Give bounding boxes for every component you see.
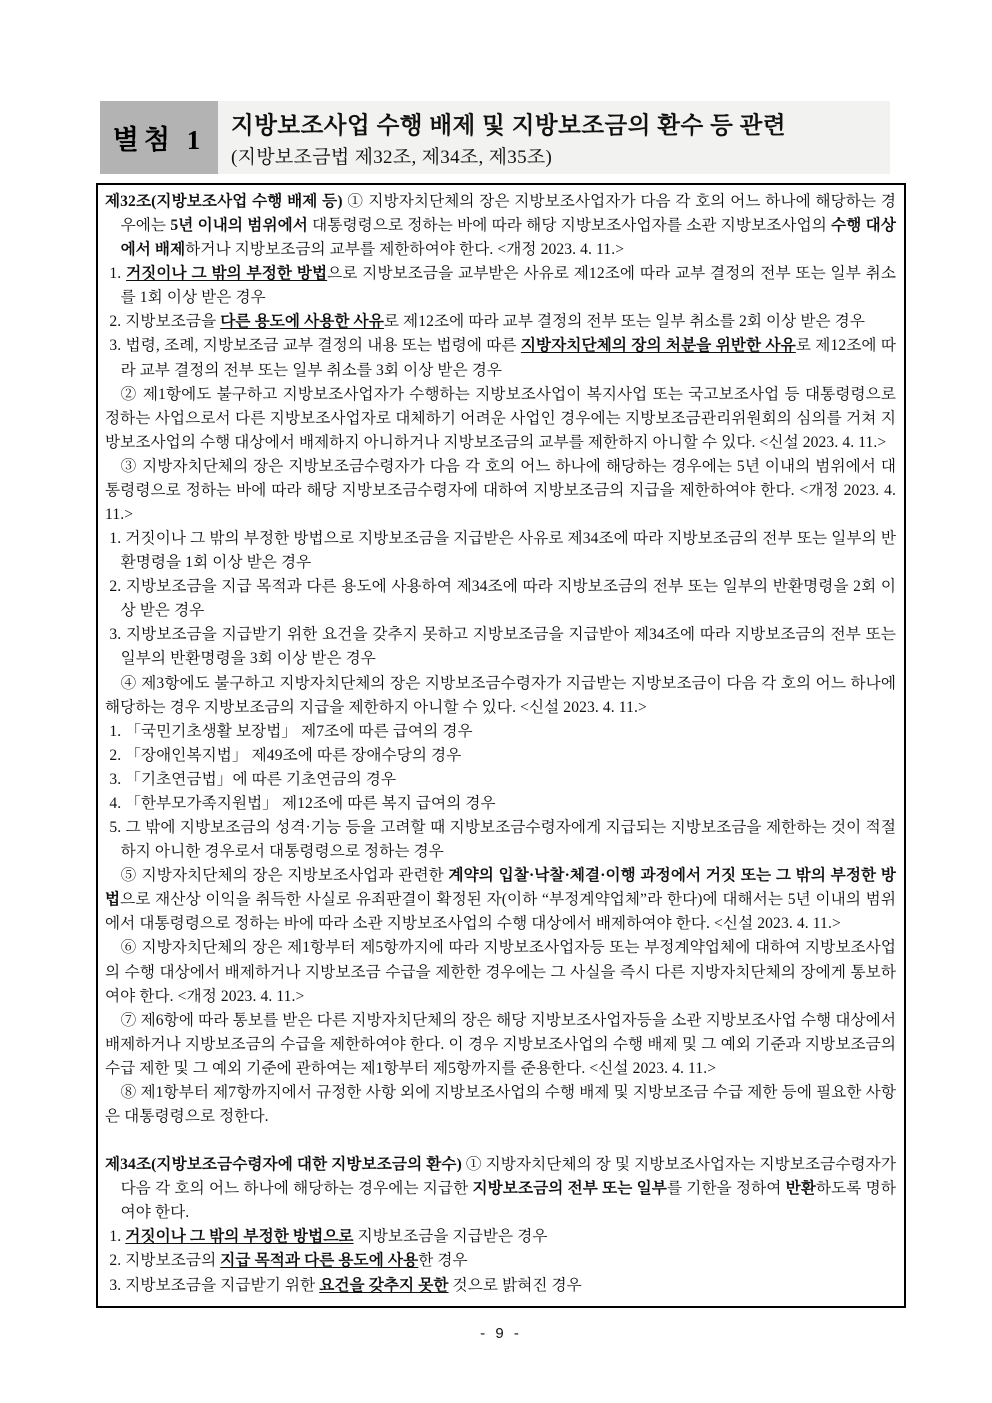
text-run: 로 제12조에 따라 교부 결정의 전부 또는 일부 취소를 3회 이상 받은 경우: [120, 337, 897, 379]
text-run: ① 지방자치단체의 장은 지방보조사업자가 다음 각 호의 어느 하나에 해당하는 경우에는: [120, 193, 896, 235]
text-run: 3. 법령, 조례, 지방보조금 교부 결정의 내용 또는 법령에 따른: [109, 337, 521, 355]
legal-item: [105, 623, 896, 671]
text-run: 하도록 명하여야 한다.: [120, 1180, 896, 1222]
text-run: 로 제12조에 따라 교부 결정의 전부 또는 일부 취소를 2회 이상 받은 경우: [383, 313, 865, 331]
legal-item: [105, 334, 896, 382]
text-run: 3. 지방보조금을 지급받기 위한: [109, 1276, 320, 1294]
text-run: 2. 지방보조금의: [109, 1252, 221, 1270]
legal-paragraph: [105, 1153, 896, 1225]
text-run: 1.: [109, 1228, 126, 1246]
document-subtitle: (지방보조금법 제32조, 제34조, 제35조): [231, 147, 553, 168]
legal-item: [105, 1274, 896, 1298]
text-run: ⑤ 지방자치단체의 장은 지방보조사업과 관련한: [120, 867, 449, 885]
page-number: - 9 -: [480, 1324, 522, 1342]
text-run: 2. 지방보조금을 지급 목적과 다른 용도에 사용하여 제34조에 따라 지방보조금의 전부 또는 일부의 반환명령을 2회 이상 받은 경우: [109, 578, 896, 620]
text-run: 한 경우: [418, 1252, 468, 1270]
legal-item: [105, 744, 896, 768]
text-run: ① 지방자치단체의 장 및 지방보조사업자는 지방보조금수령자가 다음 각 호의 어느 하나에 해당하는 경우에는 지급한: [120, 1156, 896, 1198]
text-run: 제34조(지방보조금수령자에 대한 지방보조금의 환수): [105, 1156, 466, 1174]
text-run: 를 기한을 정하여: [666, 1180, 786, 1198]
legal-item: [105, 720, 896, 744]
text-run: 수행 대상에서 배제: [120, 217, 896, 259]
text-run: 하거나 지방보조금의 교부를 제한하여야 한다. <개정 2023. 4. 11.>: [185, 241, 625, 259]
text-run: 요건을 갖추지 못한: [319, 1276, 449, 1294]
text-run: 으로 지방보조금을 교부받은 사유로 제12조에 따라 교부 결정의 전부 또는 일부 취소를 1회 이상 받은 경우: [120, 265, 896, 307]
text-run: 지방자치단체의 장의 처분을 위반한 사유: [520, 337, 796, 355]
text-run: 것으로 밝혀진 경우: [448, 1276, 582, 1294]
text-run: 대통령령으로 정하는 바에 따라 해당 지방보조사업자를 소관 지방보조사업의: [307, 217, 832, 235]
text-run: ③ 지방자치단체의 장은 지방보조금수령자가 다음 각 호의 어느 하나에 해당하는 경우에는 5년 이내의 범위에서 대통령령으로 정하는 바에 따라 해당 지방보조금수령자에 대하여 지방보조금의 지급을 제한하여야 한다. <개정 2023. 4. 11.>: [105, 457, 896, 524]
text-run: 2. 지방보조금을: [109, 313, 221, 331]
text-run: 거짓이나 그 밖의 부정한 방법으로: [125, 1228, 354, 1246]
text-run: 3. 지방보조금을 지급받기 위한 요건을 갖추지 못하고 지방보조금을 지급받아 제34조에 따라 지방보조금의 전부 또는 일부의 반환명령을 3회 이상 받은 경우: [109, 626, 896, 668]
text-run: 4. 「한부모가족지원법」 제12조에 따른 복지 급여의 경우: [109, 794, 496, 812]
legal-paragraph: [105, 864, 896, 936]
legal-item: [105, 1225, 896, 1249]
text-run: 반환: [785, 1180, 816, 1198]
text-run: ② 제1항에도 불구하고 지방보조사업자가 수행하는 지방보조사업이 복지사업 또는 국고보조사업 등 대통령령으로 정하는 사업으로서 다른 지방보조사업자로 대체하기 어려운 사업인 경우에는 지방보조금관리위원회의 심의를 거쳐 지방보조사업의 수행 대상에서 배제하지 아니하거나 지방보조금의 교부를 제한하지 아니할 수 있다. <신설 2023. 4. 11.>: [105, 385, 896, 451]
text-run: 5. 그 밖에 지방보조금의 성격·기능 등을 고려할 때 지방보조금수령자에게 지급되는 지방보조금을 제한하는 것이 적절하지 아니한 경우로서 대통령령으로 정하는 경우: [109, 819, 896, 861]
text-run: 계약의 입찰·낙찰·체결·이행 과정에서 거짓 또는 그 밖의 부정한 방법: [105, 867, 896, 909]
text-run: 1. 거짓이나 그 밖의 부정한 방법으로 지방보조금을 지급받은 사유로 제34조에 따라 지방보조금의 전부 또는 일부의 반환명령을 1회 이상 받은 경우: [109, 530, 896, 572]
text-run: 지방보조금의 전부 또는 일부: [472, 1180, 667, 1198]
document-title: 지방보조사업 수행 배제 및 지방보조금의 환수 등 관련: [231, 113, 787, 139]
attachment-label: 별첨 1: [100, 101, 218, 174]
text-run: 으로 재산상 이익을 취득한 사실로 유죄판결이 확정된 자(이하 “부정계약업체”라 한다)에 대해서는 5년 이내의 범위에서 대통령령으로 정하는 바에 따라 소관 지방보조사업의 수행 대상에서 배제하여야 한다. <신설 2023. 4. 11.>: [105, 891, 896, 933]
legal-text-box: [96, 183, 906, 1308]
text-run: 2. 「장애인복지법」 제49조에 따른 장애수당의 경우: [109, 746, 462, 764]
legal-paragraph: [105, 1009, 896, 1081]
header-title-block: [218, 101, 890, 174]
text-run: 3. 「기초연금법」에 따른 기초연금의 경우: [109, 770, 397, 788]
legal-item: [105, 768, 896, 792]
text-run: ⑧ 제1항부터 제7항까지에서 규정한 사항 외에 지방보조사업의 수행 배제 및 지방보조금 수급 제한 등에 필요한 사항은 대통령령으로 정한다.: [105, 1083, 896, 1125]
text-run: 1.: [109, 265, 127, 283]
text-run: ⑥ 지방자치단체의 장은 제1항부터 제5항까지에 따라 지방보조사업자등 또는 부정계약업체에 대하여 지방보조사업의 수행 대상에서 배제하거나 지방보조금 수급을 제한한 경우에는 그 사실을 즉시 다른 지방자치단체의 장에게 통보하여야 한다. <개정 2023. 4. 11.>: [105, 939, 896, 1005]
text-run: 지방보조금을 지급받은 경우: [353, 1228, 548, 1246]
text-run: 1. 「국민기초생활 보장법」 제7조에 따른 급여의 경우: [109, 722, 473, 740]
legal-item: [105, 310, 896, 334]
text-run: 지급 목적과 다른 용도에 사용: [220, 1252, 419, 1270]
text-run: ⑦ 제6항에 따라 통보를 받은 다른 지방자치단체의 장은 해당 지방보조사업자등을 소관 지방보조사업 수행 대상에서 배제하거나 지방보조금의 수급을 제한하여야 한다. 이 경우 지방보조사업의 수행 배제 및 그 예외 기준과 지방보조금의 수급 제한 및 그 예외 기준에 관하여는 제1항부터 제5항까지를 준용한다. <신설 2023. 4. 11.>: [105, 1011, 896, 1077]
legal-item: [105, 1249, 896, 1273]
legal-item: [105, 262, 896, 310]
legal-item: [105, 792, 896, 816]
text-run: 5년 이내의 범위에서: [170, 217, 308, 235]
legal-item: [105, 527, 896, 575]
legal-item: [105, 816, 896, 864]
legal-paragraph: [105, 190, 896, 262]
paragraph-spacer: [105, 1129, 896, 1153]
legal-paragraph: [105, 455, 896, 527]
legal-paragraph: [105, 672, 896, 720]
legal-paragraph: [105, 1081, 896, 1129]
text-run: 거짓이나 그 밖의 부정한 방법: [126, 265, 328, 283]
attachment-header: [100, 101, 890, 174]
text-run: 제32조(지방보조사업 수행 배제 등): [105, 193, 348, 210]
legal-item: [105, 575, 896, 623]
legal-paragraph: [105, 936, 896, 1008]
legal-paragraph: [105, 383, 896, 455]
text-run: ④ 제3항에도 불구하고 지방자치단체의 장은 지방보조금수령자가 지급받는 지방보조금이 다음 각 호의 어느 하나에 해당하는 경우 지방보조금의 지급을 제한하지 아니할 수 있다. <신설 2023. 4. 11.>: [105, 674, 896, 716]
text-run: 다른 용도에 사용한 사유: [220, 313, 384, 331]
